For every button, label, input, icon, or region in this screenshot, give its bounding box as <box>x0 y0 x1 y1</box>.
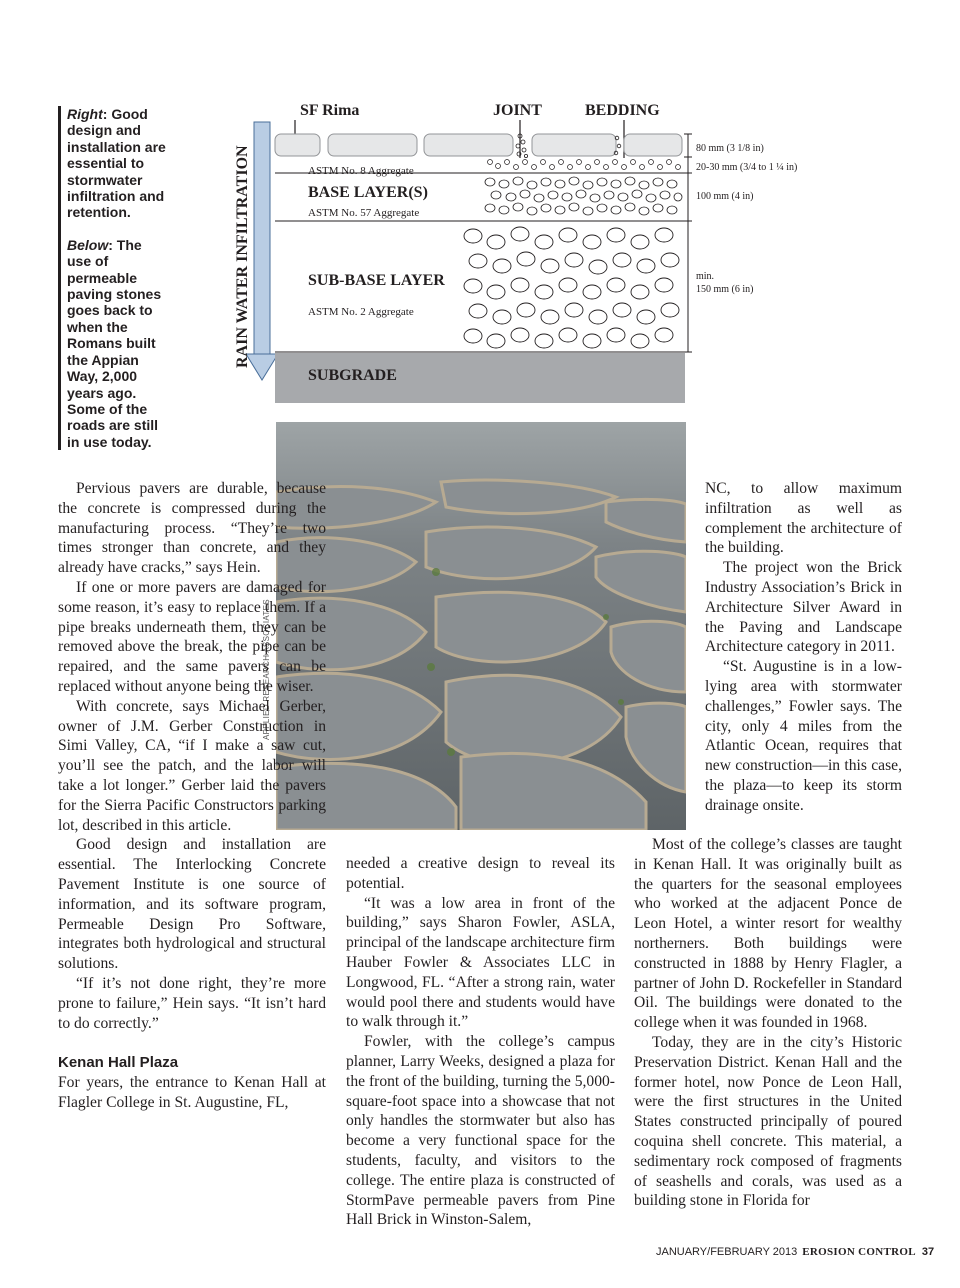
col1-paragraph: With concrete, says Michael Gerber, owner of J.M. Gerber Construction in Simi Valley, CA, “if I make a saw cut, you’ll see the patch, and the labor will take a lot longer.” Gerber laid the pavers for the Sierra Pacific Constructors parking lot, described in this article. <box>58 697 326 834</box>
footer-brand: EROSION CONTROL <box>802 1246 916 1258</box>
col3-paragraph: NC, to allow maximum infiltration as well as complement the architecture of the building. <box>705 480 902 557</box>
section-heading-kenan-hall: Kenan Hall Plaza <box>58 1054 179 1072</box>
label-sub-base: SUB-BASE LAYER <box>308 272 445 289</box>
label-rima: SF Rima <box>300 102 360 119</box>
appian-way-photo <box>276 422 686 830</box>
col2-paragraph: needed a creative design to reveal its potential. <box>346 855 615 892</box>
caption-below-text: : The use of permeable paving stones goes back to when the Romans built the Appian Way, 2,000 years ago. Some of the roads are still in use today. <box>67 236 162 450</box>
col2-paragraph: “It was a low area in front of the building,” says Sharon Fowler, ASLA, principal of the landscape architecture firm Hauber Fowler & Associates LLC in Longwood, FL. “After a strong rain, water would pool there and students would have to walk through it.” <box>346 894 615 1031</box>
caption-right-label: Right <box>67 106 103 122</box>
label-astm8: ASTM No. 8 Aggregate <box>308 165 414 177</box>
caption-right <box>67 106 168 221</box>
label-bedding: BEDDING <box>585 102 660 119</box>
col1-paragraph: Pervious pavers are durable, because the concrete is compressed during the manufacturing process. “They’re two times stronger than concrete, and they already have cracks,” says Hein. <box>58 480 326 577</box>
paver-cross-section-diagram <box>228 96 808 406</box>
article-column-2 <box>346 854 615 1230</box>
col3-paragraph: Today, they are in the city’s Historic Preservation District. Kenan Hall and the former hotel, now Ponce de Leon Hall, were the first structures in the United States constructed principally of poured coquina shell concrete. This material, a sedimentary rock composed of fragments of seashells and corals, was used as a building stone in Florida for <box>634 1033 902 1210</box>
page-number: 37 <box>921 1246 935 1258</box>
col3-paragraph: The project won the Brick Industry Association’s Brick in Architecture Silver Award in the Paving and Landscape Architecture category in 2011. <box>705 559 902 656</box>
caption-right-text: : Good design and installation are essential to stormwater infiltration and retention. <box>67 106 166 221</box>
dim-paver: 80 mm (3 1/8 in) <box>696 143 764 154</box>
dim-base: 100 mm (4 in) <box>696 191 754 202</box>
dim-bedding: 20-30 mm (3/4 to 1 ¼ in) <box>696 162 798 173</box>
page-footer <box>656 1246 934 1258</box>
label-base-layer: BASE LAYER(S) <box>308 184 428 201</box>
col3-paragraph: “St. Augustine is in a low-lying area with stormwater challenges,” Fowler says. The city, only 4 miles from the Atlantic Ocean, requires that new construction—in this case, the plaza—to keep its storm drainage onsite. <box>705 658 902 814</box>
footer-issue: JANUARY/FEBRUARY 2013 <box>656 1246 798 1258</box>
caption-below-label: Below <box>67 236 109 253</box>
label-astm57: ASTM No. 57 Aggregate <box>308 207 420 219</box>
rain-label: RAIN WATER INFILTRATION <box>234 145 251 368</box>
col1-paragraph: For years, the entrance to Kenan Hall at Flagler College in St. Augustine, FL, <box>58 1073 326 1111</box>
article-column-3-top <box>705 479 902 816</box>
caption-below <box>67 237 168 450</box>
dim-subbase: 150 mm (6 in) <box>696 284 754 295</box>
label-astm2: ASTM No. 2 Aggregate <box>308 306 414 318</box>
dim-subbase-min: min. <box>696 271 715 282</box>
label-joint: JOINT <box>493 102 542 119</box>
col1-paragraph: Good design and installation are essential. The Interlocking Concrete Pavement Institute is one source of information, and its software program, Permeable Design Pro Software, integrates both hydrological and structural solutions. <box>58 836 326 973</box>
sub-base-aggregate <box>464 227 679 348</box>
col1-paragraph: If one or more pavers are damaged for some reason, it’s easy to replace them. If a pipe breaks underneath them, they can be removed above the break, the pipe can be repaired, and the same pavers can be replaced without anyone being the wiser. <box>58 578 326 695</box>
photo-caption <box>58 106 168 450</box>
article-column-3-bottom <box>634 835 902 1211</box>
photo-credit: APPLIED RESEARCH ASSOCIATES <box>262 599 271 740</box>
col3-paragraph: Most of the college’s classes are taught in Kenan Hall. It was originally built as the quarters for the seasonal employees who worked at the adjacent Ponce de Leon Hotel, a winter resort for wealthy northerners. Both buildings were constructed in 1888 by Henry Flagler, a partner of John D. Rockefeller in Standard Oil. The buildings were donated to the college when it was founded in 1968. <box>634 836 902 1032</box>
article-column-1 <box>58 479 326 1113</box>
label-subgrade: SUBGRADE <box>308 367 397 384</box>
col2-paragraph: Fowler, with the college’s campus planner, Larry Weeks, designed a plaza for the front of the building, turning the 5,000-square-foot space into a showcase that not only handles the stormwater but also has become a very functional space for the students, faculty, and visitors to the college. The entire plaza is constructed of StormPave permeable pavers from Pine Hall Brick in Winston-Salem, <box>346 1033 615 1229</box>
base-layer-aggregate <box>485 177 682 215</box>
col1-paragraph: “If it’s not done right, they’re more prone to failure,” Hein says. “It isn’t hard to do correctly.” <box>58 974 326 1032</box>
